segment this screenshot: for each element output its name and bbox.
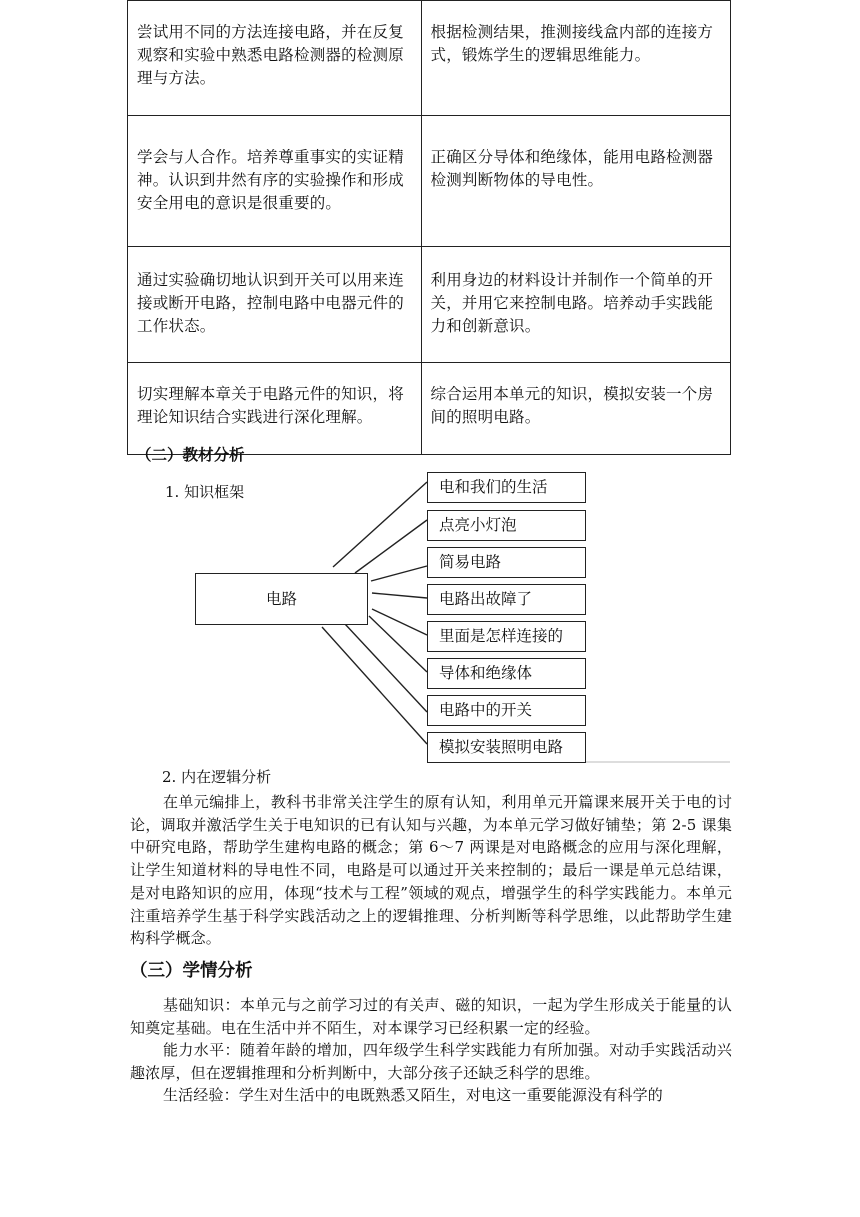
diagram-node: 模拟安装照明电路 — [427, 732, 586, 763]
section-heading-materials: （二）教材分析 — [136, 445, 245, 464]
table-cell: 利用身边的材料设计并制作一个简单的开关，并用它来控制电路。培养动手实践能力和创新意识。 — [421, 247, 730, 363]
diagram-node: 导体和绝缘体 — [427, 658, 586, 689]
paragraph-internal-logic: 在单元编排上，教科书非常关注学生的原有认知，利用单元开篇课来展开关于电的讨论，调取并激活学生关于电知识的已有认知与兴趣，为本单元学习做好铺垫；第 2-5 课集中研究电路，帮助学生建构电路的概念；第 6～7 两课是对电路概念的应用与深化理解，让学生知道材料的导电性不同，电路是可以通过开关来控制的；最后一课是单元总结课，是对电路知识的应用，体现“技术与工程”领域的观点，增强学生的科学实践能力。本单元注重培养学生基于科学实践活动之上的逻辑推理、分析判断等科学思维，以此帮助学生建构科学概念。 — [130, 793, 732, 948]
connector-line — [369, 616, 427, 672]
table-row — [128, 247, 731, 363]
objectives-table — [127, 0, 731, 455]
connector-line — [355, 520, 427, 573]
table-cell: 尝试用不同的方法连接电路，并在反复观察和实验中熟悉电路检测器的检测原理与方法。 — [128, 1, 422, 116]
diagram-node: 简易电路 — [427, 547, 586, 578]
connector-line — [372, 593, 427, 598]
section-heading-student-analysis: （三）学情分析 — [130, 961, 253, 981]
table-row — [128, 116, 731, 247]
diagram-node: 里面是怎样连接的 — [427, 621, 586, 652]
diagram-center-node: 电路 — [195, 573, 368, 625]
connector-line — [372, 609, 427, 635]
table-cell: 通过实验确切地认识到开关可以用来连接或断开电路，控制电路中电器元件的工作状态。 — [128, 247, 422, 363]
diagram-node: 电路中的开关 — [427, 695, 586, 726]
diagram-node: 电和我们的生活 — [427, 472, 586, 503]
table-cell: 根据检测结果，推测接线盒内部的连接方式，锻炼学生的逻辑思维能力。 — [421, 1, 730, 116]
table-cell: 综合运用本单元的知识，模拟安装一个房间的照明电路。 — [421, 363, 730, 455]
paragraph-basic-knowledge: 基础知识：本单元与之前学习过的有关声、磁的知识，一起为学生形成关于能量的认知奠定基础。电在生活中并不陌生，对本课学习已经积累一定的经验。 — [130, 996, 732, 1037]
table-row — [128, 1, 731, 116]
connector-line — [322, 627, 427, 744]
table-cell: 正确区分导体和绝缘体，能用电路检测器检测判断物体的导电性。 — [421, 116, 730, 247]
subheading-knowledge-framework: 1. 知识框架 — [165, 483, 245, 501]
diagram-node: 点亮小灯泡 — [427, 510, 586, 541]
table-cell: 切实理解本章关于电路元件的知识，将理论知识结合实践进行深化理解。 — [128, 363, 422, 455]
connector-line — [333, 482, 427, 567]
diagram-node: 电路出故障了 — [427, 584, 586, 615]
table-cell: 学会与人合作。培养尊重事实的实证精神。认识到井然有序的实验操作和形成安全用电的意识是很重要的。 — [128, 116, 422, 247]
paragraph-life-experience: 生活经验：学生对生活中的电既熟悉又陌生，对电这一重要能源没有科学的 — [163, 1086, 663, 1104]
connector-line — [345, 624, 427, 712]
subheading-internal-logic: 2. 内在逻辑分析 — [162, 768, 272, 786]
connector-line — [371, 566, 427, 581]
paragraph-ability-level: 能力水平：随着年龄的增加，四年级学生科学实践能力有所加强。对动手实践活动兴趣浓厚，但在逻辑推理和分析判断中，大部分孩子还缺乏科学的思维。 — [130, 1041, 732, 1082]
table-row — [128, 363, 731, 455]
